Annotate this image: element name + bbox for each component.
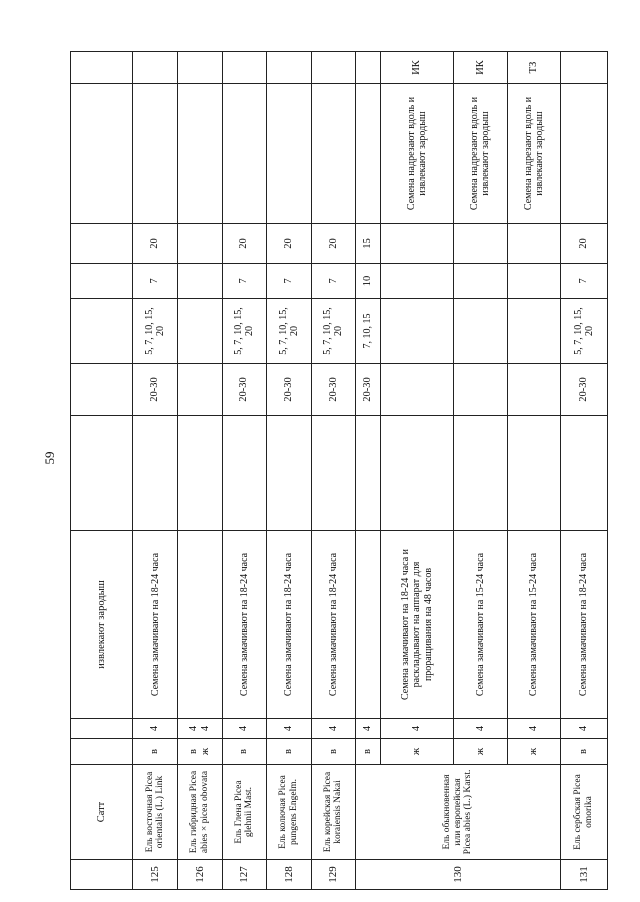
- treatment-cell: Семена замачивают на 18-24 часа и раскладывают на аппарат для проращивания на 48 часов: [380, 531, 454, 719]
- days-cell: 7, 10, 15: [356, 299, 381, 364]
- temperature-cell: 20-30: [561, 364, 608, 416]
- class-a: в: [187, 749, 199, 754]
- class-cell: в: [356, 739, 381, 765]
- note-cell: [311, 84, 356, 224]
- treatment-cell: [177, 531, 222, 719]
- days-cell: 5, 7, 10, 15, 20: [311, 299, 356, 364]
- header-cell-5: извлекают зародыш: [71, 531, 133, 719]
- temperature-cell: [454, 364, 507, 416]
- table-row: [380, 52, 454, 890]
- method-cell: [311, 52, 356, 84]
- count-a: 4: [187, 725, 199, 732]
- table-row: [222, 52, 267, 890]
- count-cell: [177, 719, 222, 739]
- class-cell: в: [222, 739, 267, 765]
- temperature-cell: 20-30: [356, 364, 381, 416]
- note-cell: [177, 84, 222, 224]
- row-number: 125: [133, 860, 178, 890]
- count-cell: 4: [380, 719, 454, 739]
- first-count-cell: 7: [267, 264, 312, 299]
- class-cell: ж: [454, 739, 507, 765]
- header-row: [71, 52, 133, 890]
- table-row: [311, 52, 356, 890]
- header-cell-7: [71, 364, 133, 416]
- method-cell: ТЗ: [507, 52, 560, 84]
- species-name: Ель гибридная Picea abies × picea obovata: [177, 765, 222, 860]
- days-cell: [177, 299, 222, 364]
- page-number: 59: [42, 451, 57, 465]
- species-name: Ель обыкновенная или европейская Picea abies (L.) Karst.: [356, 765, 561, 860]
- treatment-cell: Семена замачивают на 18-24 часа: [267, 531, 312, 719]
- count-cell: 4: [133, 719, 178, 739]
- header-cell-3: [71, 739, 133, 765]
- blank-cell: [177, 416, 222, 531]
- treatment-cell: [356, 531, 381, 719]
- method-cell: ИК: [380, 52, 454, 84]
- last-count-cell: 15: [356, 224, 381, 264]
- table-row: [267, 52, 312, 890]
- note-cell: Семена надрезают вдоль и извлекают зародыш: [507, 84, 560, 224]
- first-count-cell: 7: [311, 264, 356, 299]
- note-cell: [133, 84, 178, 224]
- first-count-cell: [380, 264, 454, 299]
- header-cell-10: [71, 224, 133, 264]
- first-count-cell: 7: [561, 264, 608, 299]
- header-cell-11: [71, 84, 133, 224]
- note-cell: Семена надрезают вдоль и извлекают зародыш: [380, 84, 454, 224]
- treatment-cell: Семена замачивают на 18-24 часа: [311, 531, 356, 719]
- days-cell: [380, 299, 454, 364]
- count-cell: 4: [267, 719, 312, 739]
- treatment-cell: Семена замачивают на 18-24 часа: [561, 531, 608, 719]
- count-cell: 4: [311, 719, 356, 739]
- last-count-cell: [507, 224, 560, 264]
- days-cell: 5, 7, 10, 15, 20: [561, 299, 608, 364]
- blank-cell: [507, 416, 560, 531]
- temperature-cell: [507, 364, 560, 416]
- blank-cell: [133, 416, 178, 531]
- header-cell-12: [71, 52, 133, 84]
- temperature-cell: 20-30: [311, 364, 356, 416]
- table-row: [454, 52, 507, 890]
- temperature-cell: [380, 364, 454, 416]
- class-cell: в: [561, 739, 608, 765]
- first-count-cell: [507, 264, 560, 299]
- table-row: [133, 52, 178, 890]
- temperature-cell: 20-30: [267, 364, 312, 416]
- method-cell: [356, 52, 381, 84]
- header-cell-1: [71, 860, 133, 890]
- class-cell: ж: [380, 739, 454, 765]
- method-cell: [267, 52, 312, 84]
- first-count-cell: 7: [133, 264, 178, 299]
- last-count-cell: 20: [561, 224, 608, 264]
- row-number: 130: [356, 860, 561, 890]
- class-b: ж: [199, 747, 211, 756]
- species-name: Ель сербская Picea omorika: [561, 765, 608, 860]
- days-cell: 5, 7, 10, 15, 20: [133, 299, 178, 364]
- first-count-cell: 10: [356, 264, 381, 299]
- treatment-cell: Семена замачивают на 18-24 часа: [222, 531, 267, 719]
- temperature-cell: 20-30: [133, 364, 178, 416]
- temperature-cell: 20-30: [222, 364, 267, 416]
- days-cell: 5, 7, 10, 15, 20: [267, 299, 312, 364]
- first-count-cell: [454, 264, 507, 299]
- blank-cell: [380, 416, 454, 531]
- count-cell: 4: [222, 719, 267, 739]
- blank-cell: [267, 416, 312, 531]
- last-count-cell: 20: [133, 224, 178, 264]
- table-row: [561, 52, 608, 890]
- row-number: 126: [177, 860, 222, 890]
- treatment-cell: Семена замачивают на 15-24 часа: [454, 531, 507, 719]
- last-count-cell: 20: [222, 224, 267, 264]
- species-name: Ель Глена Picea glehnii Mast.: [222, 765, 267, 860]
- note-cell: Семена надрезают вдоль и извлекают зародыш: [454, 84, 507, 224]
- blank-cell: [222, 416, 267, 531]
- blank-cell: [561, 416, 608, 531]
- table-row: [356, 52, 381, 890]
- blank-cell: [356, 416, 381, 531]
- last-count-cell: 20: [267, 224, 312, 264]
- header-cell-4: [71, 719, 133, 739]
- last-count-cell: [454, 224, 507, 264]
- temperature-cell: [177, 364, 222, 416]
- species-name: Ель корейская Picea koraiensis Nakai: [311, 765, 356, 860]
- header-cell-8: [71, 299, 133, 364]
- method-cell: [177, 52, 222, 84]
- first-count-cell: [177, 264, 222, 299]
- species-name: Ель восточная Picea orientalis (L.) Link: [133, 765, 178, 860]
- row-number: 127: [222, 860, 267, 890]
- method-cell: ИК: [454, 52, 507, 84]
- note-cell: [222, 84, 267, 224]
- row-number: 131: [561, 860, 608, 890]
- last-count-cell: 20: [311, 224, 356, 264]
- last-count-cell: [177, 224, 222, 264]
- note-cell: [267, 84, 312, 224]
- header-cell-6: [71, 416, 133, 531]
- blank-cell: [454, 416, 507, 531]
- table-row: [507, 52, 560, 890]
- row-number: 128: [267, 860, 312, 890]
- seed-test-table: [70, 51, 608, 890]
- rotated-table-content: [70, 52, 608, 890]
- count-cell: 4: [454, 719, 507, 739]
- count-b: 4: [199, 725, 211, 732]
- species-name: Ель колючая Picea pungens Engelm.: [267, 765, 312, 860]
- class-cell: в: [267, 739, 312, 765]
- method-cell: [133, 52, 178, 84]
- count-cell: 4: [356, 719, 381, 739]
- rotated-table-frame: [70, 52, 608, 890]
- note-cell: [561, 84, 608, 224]
- count-cell: 4: [507, 719, 560, 739]
- last-count-cell: [380, 224, 454, 264]
- class-cell: в: [311, 739, 356, 765]
- method-cell: [561, 52, 608, 84]
- treatment-cell: Семена замачивают на 15-24 часа: [507, 531, 560, 719]
- table-row: [177, 52, 222, 890]
- treatment-cell: Семена замачивают на 18-24 часа: [133, 531, 178, 719]
- class-cell: [177, 739, 222, 765]
- note-cell: [356, 84, 381, 224]
- days-cell: 5, 7, 10, 15, 20: [222, 299, 267, 364]
- blank-cell: [311, 416, 356, 531]
- header-cell-9: [71, 264, 133, 299]
- method-cell: [222, 52, 267, 84]
- header-cell-2: Сатт: [71, 765, 133, 860]
- class-cell: в: [133, 739, 178, 765]
- class-cell: ж: [507, 739, 560, 765]
- row-number: 129: [311, 860, 356, 890]
- first-count-cell: 7: [222, 264, 267, 299]
- count-cell: 4: [561, 719, 608, 739]
- days-cell: [454, 299, 507, 364]
- days-cell: [507, 299, 560, 364]
